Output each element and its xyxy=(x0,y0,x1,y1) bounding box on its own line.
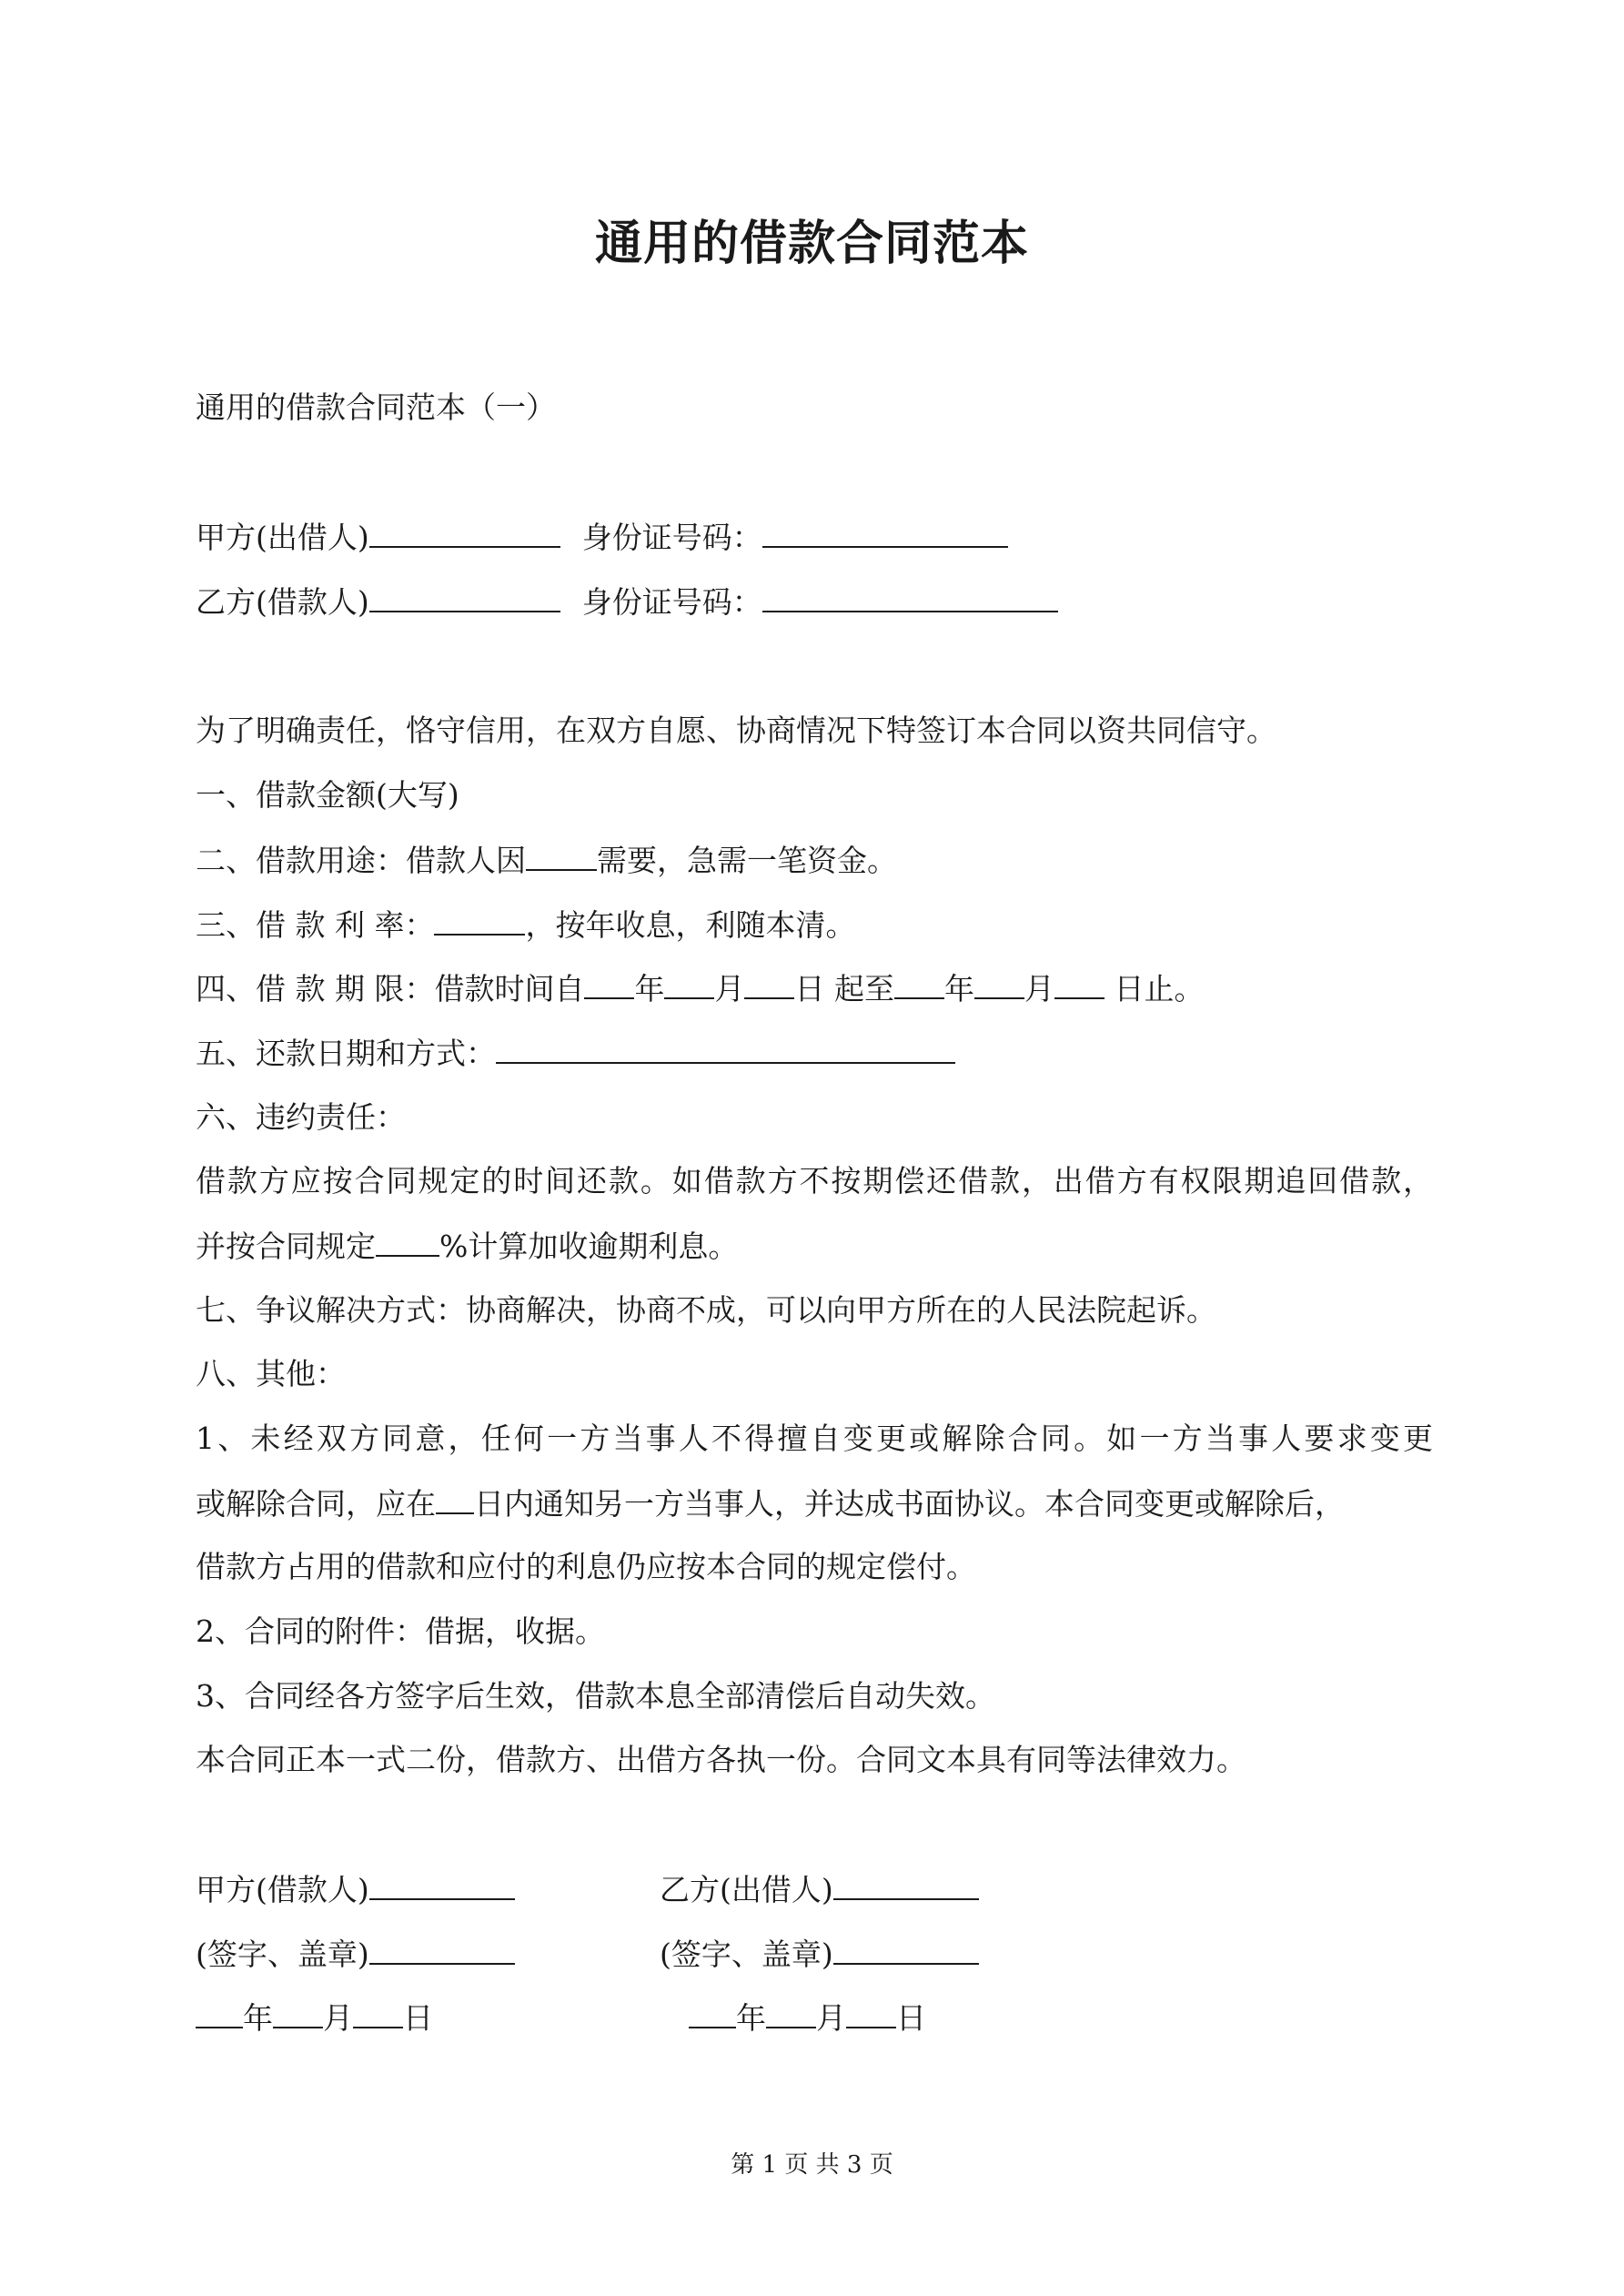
clause-6-line-1: 借款方应按合同规定的时间还款。如借款方不按期偿还借款，出借方有权限期追回借款， xyxy=(196,1163,1433,1199)
clause-8-title: 八、其他： xyxy=(196,1356,346,1391)
rate-blank xyxy=(434,906,525,936)
party-b-line xyxy=(196,583,1058,621)
clause-6-title: 六、违约责任： xyxy=(196,1099,406,1135)
document-subtitle: 通用的借款合同范本（一） xyxy=(196,389,556,425)
signature-left-party: 甲方(借款人) xyxy=(196,1871,515,1908)
left-day-blank xyxy=(353,1999,403,2028)
party-a-label: 甲方(出借人) xyxy=(196,520,369,555)
clause-8-2: 2、合同的附件：借据，收据。 xyxy=(196,1613,605,1649)
signature-right-party: 乙方(出借人) xyxy=(660,1871,979,1908)
party-b-blank xyxy=(369,583,560,612)
repayment-blank xyxy=(496,1035,955,1064)
signature-right-date: 年 月 日 xyxy=(689,1999,926,2037)
right-day-blank xyxy=(846,1999,896,2028)
end-month-blank xyxy=(974,970,1024,999)
left-year-blank xyxy=(196,1999,243,2028)
notice-days-blank xyxy=(436,1485,474,1514)
clause-1: 一、借款金额(大写) xyxy=(196,777,459,813)
purpose-blank xyxy=(526,842,597,871)
signature-right-sign: (签字、盖章) xyxy=(660,1936,979,1973)
party-b-id-blank xyxy=(762,583,1058,612)
clause-2: 二、借款用途：借款人因 需要，急需一笔资金。 xyxy=(196,843,897,878)
start-year-blank xyxy=(584,970,634,999)
penalty-rate-blank xyxy=(376,1228,439,1257)
clause-7: 七、争议解决方式：协商解决，协商不成，可以向甲方所在的人民法院起诉。 xyxy=(196,1292,1216,1328)
right-party-blank xyxy=(833,1871,979,1900)
clause-8-1-line-1: 1、未经双方同意，任何一方当事人不得擅自变更或解除合同。如一方当事人要求变更 xyxy=(196,1421,1433,1456)
clause-5: 五、还款日期和方式： xyxy=(196,1035,955,1072)
closing-text: 本合同正本一式二份，借款方、出借方各执一份。合同文本具有同等法律效力。 xyxy=(196,1742,1246,1777)
party-a-id-blank xyxy=(762,519,1008,548)
clause-8-3: 3、合同经各方签字后生效，借款本息全部清偿后自动失效。 xyxy=(196,1678,995,1714)
party-a-blank xyxy=(369,519,560,548)
right-month-blank xyxy=(766,1999,816,2028)
clause-6-line-2: 并按合同规定 %计算加收逾期利息。 xyxy=(196,1229,739,1264)
page-footer: 第 1 页 共 3 页 xyxy=(731,2151,893,2179)
clause-8-1-line-2: 或解除合同，应在 日内通知另一方当事人，并达成书面协议。本合同变更或解除后， xyxy=(196,1486,1345,1522)
clause-3: 三、借 款 利 率： ，按年收息，利随本清。 xyxy=(196,907,856,943)
party-a-line xyxy=(196,519,1008,556)
end-year-blank xyxy=(894,970,944,999)
party-a-id-label: 身份证号码： xyxy=(581,520,762,555)
document-title: 通用的借款合同范本 xyxy=(594,217,1029,271)
right-year-blank xyxy=(689,1999,736,2028)
party-b-label: 乙方(借款人) xyxy=(196,584,369,620)
start-day-blank xyxy=(744,970,794,999)
party-b-id-label: 身份证号码： xyxy=(581,584,762,620)
clause-4: 四、借 款 期 限：借款时间自 年 月 日 起至 年 月 日止。 xyxy=(196,971,1205,1006)
right-sign-blank xyxy=(833,1936,979,1965)
intro-text: 为了明确责任，恪守信用，在双方自愿、协商情况下特签订本合同以资共同信守。 xyxy=(196,713,1276,748)
left-sign-blank xyxy=(369,1936,515,1965)
signature-left-sign: (签字、盖章) xyxy=(196,1936,515,1973)
clause-8-1-line-3: 借款方占用的借款和应付的利息仍应按本合同的规定偿付。 xyxy=(196,1549,976,1584)
start-month-blank xyxy=(664,970,714,999)
end-day-blank xyxy=(1054,970,1105,999)
left-party-blank xyxy=(369,1871,515,1900)
left-month-blank xyxy=(273,1999,323,2028)
signature-left-date: 年 月 日 xyxy=(196,1999,433,2037)
